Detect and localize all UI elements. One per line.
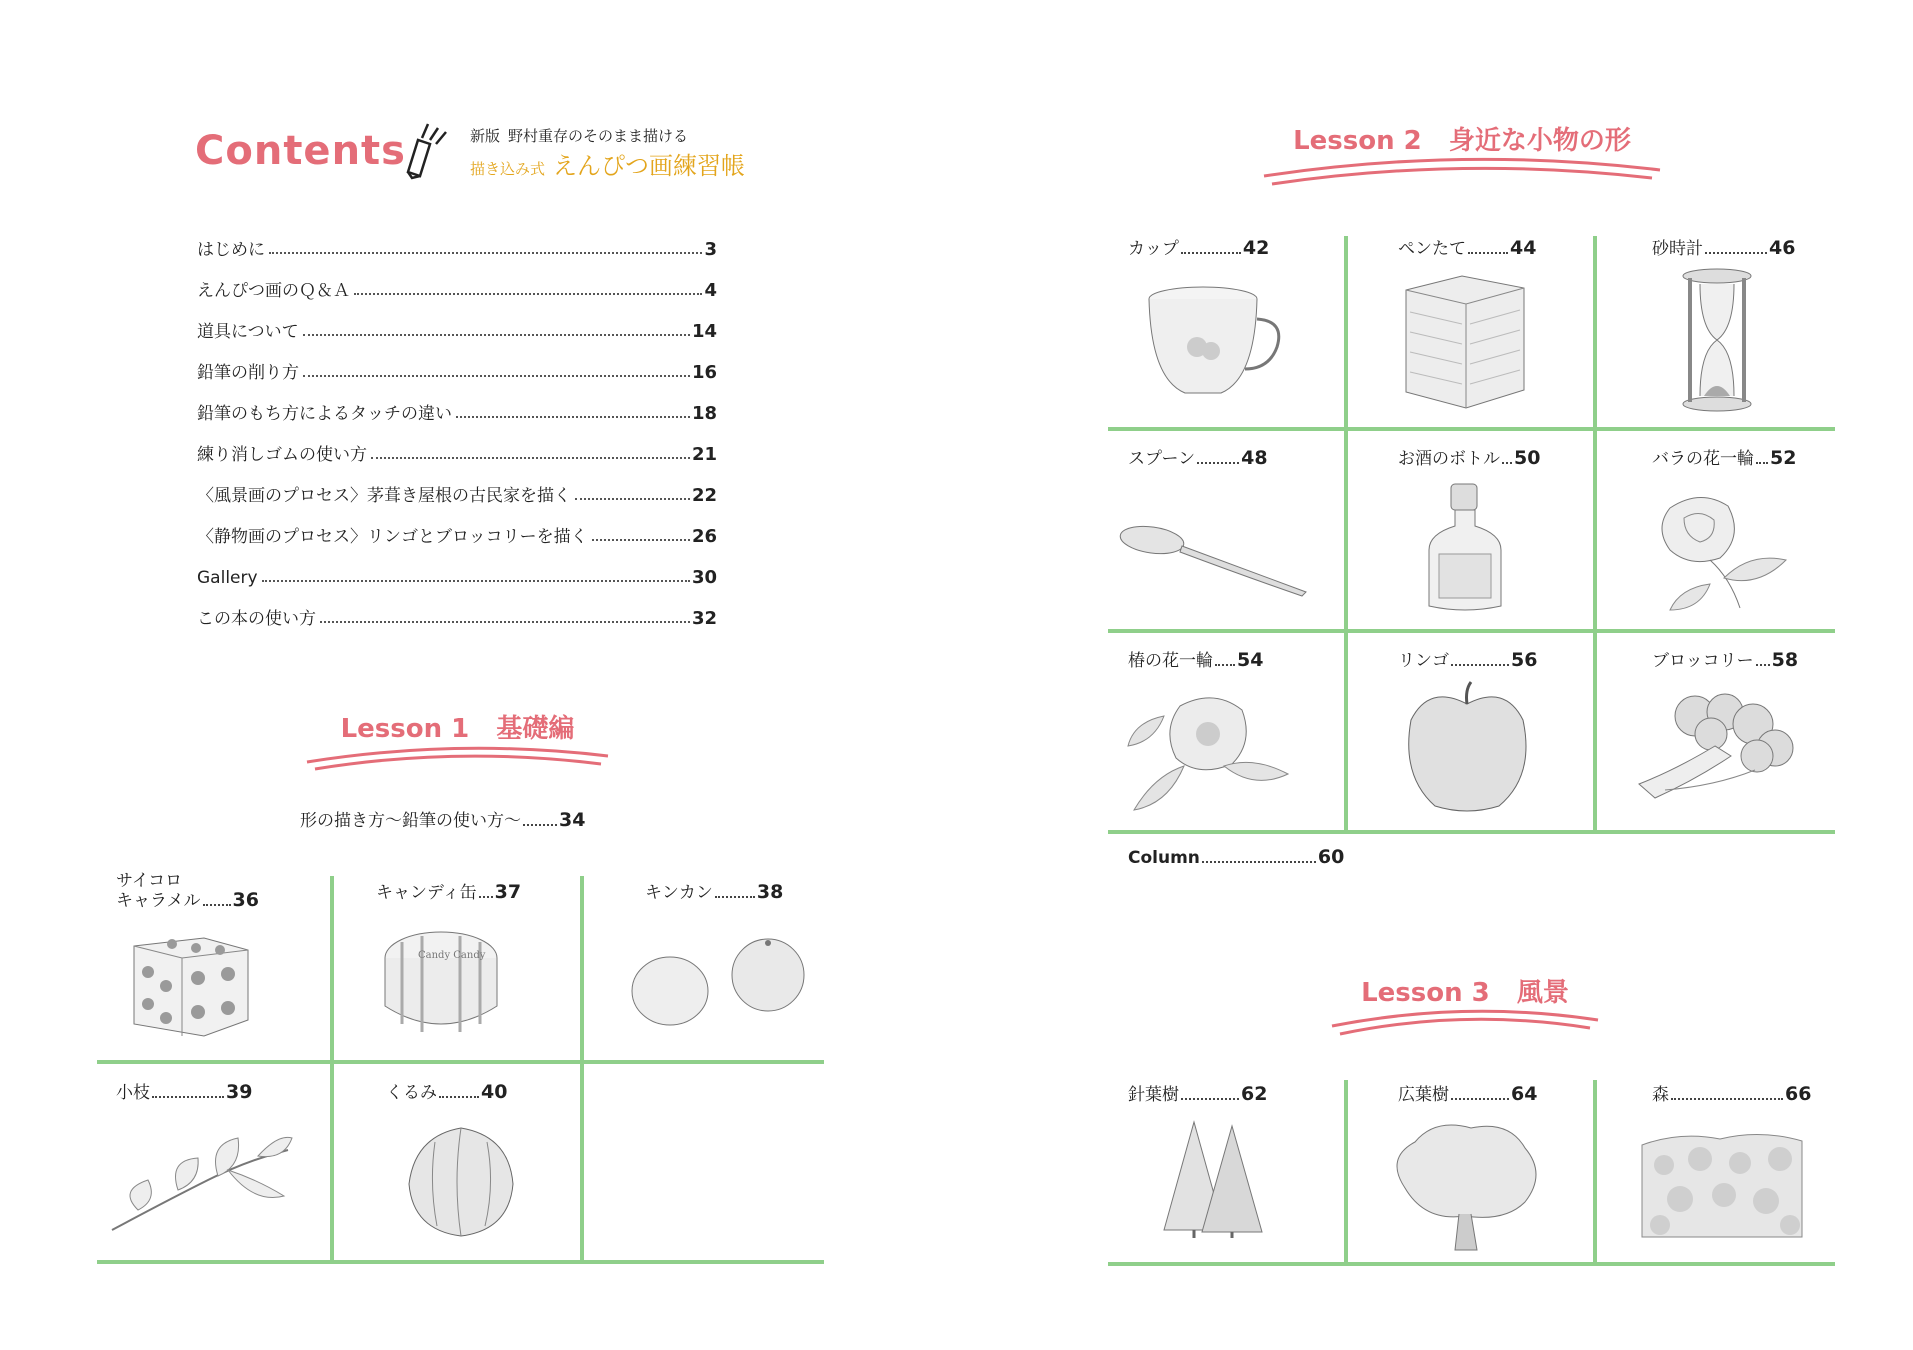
item-page: 52: [1770, 447, 1797, 469]
toc-entry[interactable]: [197, 400, 717, 424]
bottle-sketch: [1425, 480, 1505, 615]
item-page: 44: [1510, 237, 1537, 259]
toc-entry-label: 鉛筆の削り方: [197, 363, 299, 383]
toc-entry[interactable]: [197, 318, 717, 342]
toc-entry-label: えんぴつ画のＱ＆Ａ: [197, 281, 350, 301]
toc-leader-dots: [354, 293, 702, 295]
toc-entry[interactable]: [197, 277, 717, 301]
lesson3-underline-arc: [1330, 1008, 1600, 1038]
candy-tin-sketch: [382, 928, 500, 1038]
column-page: 60: [1317, 846, 1345, 868]
item-page: 64: [1511, 1083, 1538, 1105]
lesson3-item-forest[interactable]: [1652, 1080, 1811, 1105]
lesson2-item-rose[interactable]: [1652, 444, 1796, 469]
toc-entry[interactable]: [197, 359, 717, 383]
toc-leader-dots: [269, 252, 702, 254]
item-page: 42: [1242, 237, 1270, 259]
toc-entry[interactable]: [197, 441, 717, 465]
twig-sketch: [108, 1130, 293, 1235]
lesson3-number: Lesson 3: [1361, 978, 1490, 1008]
toc-leader-dots: [371, 457, 690, 459]
item-page: 62: [1241, 1083, 1268, 1105]
lesson3-item-broadleaf[interactable]: [1398, 1080, 1537, 1105]
toc-entry-page: 18: [691, 403, 717, 424]
toc-entry-label: 〈静物画のプロセス〉リンゴとブロッコリーを描く: [197, 527, 588, 547]
toc-entry-page: 4: [704, 280, 717, 301]
item-label: サイコロ: [116, 871, 183, 891]
spoon-sketch: [1116, 520, 1316, 600]
column-label: Column: [1128, 848, 1200, 868]
item-label: バラの花一輪: [1652, 449, 1754, 469]
item-page: 48: [1241, 447, 1268, 469]
series-prefix: 新版: [470, 127, 501, 145]
lesson1-intro[interactable]: [300, 806, 585, 831]
item-page: 46: [1769, 237, 1796, 259]
lesson2-number: Lesson 2: [1293, 126, 1422, 156]
series-line: [470, 125, 688, 146]
grid-line: [97, 1260, 824, 1264]
grid-line: [1108, 1262, 1835, 1266]
toc-leader-dots: [303, 375, 690, 377]
apple-sketch: [1405, 680, 1530, 815]
item-page: 66: [1785, 1083, 1812, 1105]
lesson2-item-camellia[interactable]: [1128, 646, 1263, 671]
toc-entry[interactable]: [197, 236, 717, 260]
column-entry[interactable]: [1128, 846, 1344, 868]
item-page: 58: [1771, 649, 1799, 671]
grid-line: [580, 876, 584, 1262]
lesson1-intro-page: 34: [559, 809, 586, 831]
contents-title: Contents: [195, 128, 406, 174]
toc-entry-page: 3: [704, 239, 717, 260]
lesson1-intro-label: 形の描き方〜鉛筆の使い方〜: [300, 811, 521, 831]
kumquat-sketch: [628, 935, 813, 1030]
lesson2-item-broccoli[interactable]: [1652, 646, 1798, 671]
toc-entry-page: 26: [691, 526, 717, 547]
lesson2-item-pen-stand[interactable]: [1398, 234, 1536, 259]
grid-line: [1344, 1080, 1348, 1264]
item-page: 36: [232, 889, 259, 911]
item-label: ペンたて: [1398, 239, 1466, 259]
lesson3-title: 風景: [1516, 978, 1569, 1008]
rose-sketch: [1640, 488, 1790, 618]
toc-leader-dots: [320, 621, 690, 623]
lesson3-item-conifer[interactable]: [1128, 1080, 1267, 1105]
lesson2-title: 身近な小物の形: [1448, 126, 1631, 156]
item-page: 54: [1237, 649, 1264, 671]
item-label: くるみ: [386, 1083, 437, 1103]
item-label: ブロッコリー: [1652, 651, 1754, 671]
item-page: 39: [226, 1081, 253, 1103]
book-title-prefix: 描き込み式: [470, 160, 546, 178]
lesson2-underline-arc: [1262, 156, 1662, 190]
item-page: 50: [1514, 447, 1541, 469]
item-label: お酒のボトル: [1398, 449, 1500, 469]
grid-line: [330, 876, 334, 1262]
pen-stand-sketch: [1400, 272, 1530, 412]
item-label: 森: [1652, 1085, 1669, 1105]
toc-entry-label: 鉛筆のもち方によるタッチの違い: [197, 404, 452, 424]
cup-sketch: [1145, 285, 1285, 400]
broccoli-sketch: [1635, 690, 1805, 805]
candy-tin-text: Candy Candy: [418, 950, 486, 961]
toc-entry-page: 16: [691, 362, 717, 383]
broadleaf-tree-sketch: [1385, 1118, 1545, 1253]
item-label: 砂時計: [1652, 239, 1703, 259]
toc-entry[interactable]: [197, 523, 717, 547]
item-page: 56: [1511, 649, 1538, 671]
item-label: 小枝: [116, 1083, 150, 1103]
toc-entry-page: 21: [691, 444, 717, 465]
toc-entry-page: 22: [691, 485, 717, 506]
toc-leader-dots: [303, 334, 690, 336]
item-label: 広葉樹: [1398, 1085, 1449, 1105]
grid-line: [1108, 830, 1835, 834]
grid-line: [97, 1060, 824, 1064]
camellia-sketch: [1124, 686, 1294, 821]
book-title: [470, 146, 745, 181]
walnut-sketch: [405, 1122, 520, 1242]
lesson2-item-bottle[interactable]: [1398, 444, 1540, 469]
toc-entry-label: 練り消しゴムの使い方: [197, 445, 367, 465]
grid-line: [1108, 629, 1835, 633]
lesson1-number: Lesson 1: [340, 714, 470, 744]
lesson2-item-spoon[interactable]: [1128, 444, 1268, 469]
pencil-icon: [400, 120, 452, 180]
lesson3-heading: [1330, 972, 1600, 1009]
item-page: 38: [756, 881, 784, 903]
toc-entry-label: はじめに: [197, 240, 265, 260]
item-page: 37: [494, 881, 522, 903]
grid-line: [1593, 1080, 1597, 1264]
toc-entry-label: 〈風景画のプロセス〉茅葺き屋根の古民家を描く: [197, 486, 571, 506]
item-label: キンカン: [645, 883, 713, 903]
item-label: カップ: [1128, 239, 1179, 259]
toc-entry-page: 32: [691, 608, 717, 629]
toc-entry-label: この本の使い方: [197, 609, 316, 629]
item-label: キャラメル: [116, 891, 201, 911]
item-label: キャンディ缶: [376, 883, 477, 903]
lesson1-underline-arc: [305, 744, 610, 772]
toc-entry-label: 道具について: [197, 322, 299, 342]
item-label: 椿の花一輪: [1128, 651, 1213, 671]
lesson1-title: 基礎編: [496, 714, 575, 744]
toc-leader-dots: [262, 580, 690, 582]
forest-sketch: [1640, 1125, 1805, 1240]
toc-entry-page: 30: [691, 567, 717, 588]
item-label: リンゴ: [1398, 651, 1449, 671]
lesson1-heading: [305, 708, 610, 745]
grid-line: [1593, 236, 1597, 832]
item-label: 針葉樹: [1128, 1085, 1179, 1105]
toc-leader-dots: [592, 539, 690, 541]
series-name: 野村重存のそのまま描ける: [508, 127, 689, 145]
toc-entry-page: 14: [691, 321, 717, 342]
lesson2-heading: [1262, 120, 1662, 157]
lesson2-item-hourglass[interactable]: [1652, 234, 1795, 259]
toc-leader-dots: [456, 416, 690, 418]
item-page: 40: [481, 1081, 508, 1103]
lesson2-item-apple[interactable]: [1398, 646, 1537, 671]
dice-caramel-sketch: [128, 928, 268, 1046]
hourglass-sketch: [1680, 268, 1755, 413]
toc-leader-dots: [575, 498, 690, 500]
conifer-sketch: [1158, 1118, 1268, 1238]
book-title-main: えんぴつ画練習帳: [553, 152, 746, 180]
toc-entry-label: Gallery: [197, 568, 258, 588]
toc-entry[interactable]: [197, 564, 717, 588]
lesson2-item-cup[interactable]: [1128, 234, 1269, 259]
grid-line: [1108, 427, 1835, 431]
item-label: スプーン: [1128, 449, 1196, 469]
grid-line: [1344, 236, 1348, 832]
toc-entry[interactable]: [197, 605, 717, 629]
toc-entry[interactable]: [197, 482, 717, 506]
